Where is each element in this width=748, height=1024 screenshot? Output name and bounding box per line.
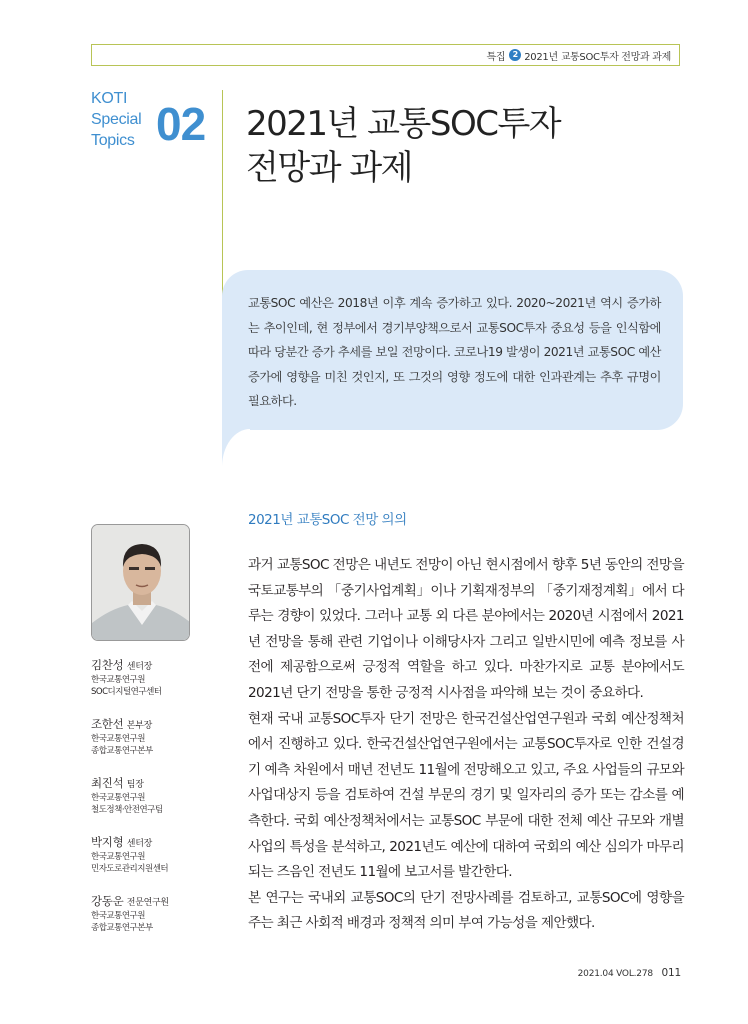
header-topic: 2021년 교통SOC투자 전망과 과제	[524, 51, 671, 63]
author-org: 한국교통연구원	[91, 911, 145, 921]
author-name: 강동운	[91, 894, 124, 908]
section-heading: 2021년 교통SOC 전망 의의	[248, 512, 407, 528]
body-text	[248, 553, 684, 937]
author-role: 센터장	[126, 662, 152, 672]
author-role: 센터장	[126, 839, 152, 849]
author-role: 팀장	[126, 780, 144, 790]
author-name: 김찬성	[91, 658, 124, 672]
issue-info: 2021.04 VOL.278	[577, 969, 653, 979]
author-dept: SOC디지털연구센터	[91, 686, 162, 697]
title-line1: 2021년 교통SOC투자	[246, 104, 561, 144]
series-number: 02	[156, 98, 206, 150]
article-title	[246, 102, 686, 190]
series-label-line3: Topics	[91, 132, 135, 149]
author-entry	[91, 658, 216, 698]
author-portrait	[92, 525, 190, 641]
summary-box: 교통SOC 예산은 2018년 이후 계속 증가하고 있다. 2020~2021년 역시 증가하는 추이인데, 현 정부에서 경기부양책으로서 교통SOC투자 중요성 등을 인식함에 따라 당분간 증가 추세를 보일 전망이다. 코로나19 발생이 2021년 교통SOC 예산 증가에 영향을 미친 것인지, 또 그것의 영향 정도에 대한 인과관계는 추후 규명이 필요하다.	[222, 270, 683, 430]
author-name: 최진석	[91, 776, 124, 790]
page-footer	[578, 967, 681, 979]
author-entry	[91, 776, 216, 816]
author-list	[91, 658, 216, 953]
paragraph: 과거 교통SOC 전망은 내년도 전망이 아닌 현시점에서 향후 5년 동안의 전망을 국토교통부의 「중기사업계획」이나 기획재정부의 「중기재정계획」에서 다루는 경향이 있었다. 그러나 교통 외 다른 분야에서는 2020년 시점에서 2021년 전망을 통해 관련 기업이나 이해당사자 그리고 일반시민에 예측 정보를 사전에 제공함으로써 긍정적 역할을 하고 있다. 마찬가지로 교통 분야에서도 2021년 단기 전망을 통한 긍정적 시사점을 파악해 보는 것이 중요하다.	[248, 557, 684, 701]
author-entry	[91, 717, 216, 757]
author-role: 전문연구원	[126, 898, 169, 908]
author-role: 본부장	[126, 721, 152, 731]
author-dept: 종합교통연구본부	[91, 922, 153, 933]
summary-box-tail	[222, 429, 250, 467]
author-photo	[91, 524, 190, 641]
page-number: 011	[661, 967, 681, 979]
series-label	[91, 88, 161, 151]
author-dept: 종합교통연구본부	[91, 745, 153, 756]
author-name: 조한선	[91, 717, 124, 731]
author-dept: 철도정책·안전연구팀	[91, 804, 163, 815]
author-name: 박지형	[91, 835, 124, 849]
author-org: 한국교통연구원	[91, 852, 145, 862]
author-org: 한국교통연구원	[91, 734, 145, 744]
running-header	[91, 44, 680, 66]
series-label-line2: Special	[91, 111, 142, 128]
author-entry	[91, 894, 216, 934]
header-section: 특집	[486, 51, 506, 63]
title-line2: 전망과 과제	[246, 148, 413, 188]
header-number-badge: 2	[509, 49, 521, 61]
author-dept: 민자도로관리지원센터	[91, 863, 169, 874]
author-entry	[91, 835, 216, 875]
series-label-line1: KOTI	[91, 90, 128, 107]
author-org: 한국교통연구원	[91, 675, 145, 685]
author-org: 한국교통연구원	[91, 793, 145, 803]
paragraph: 현재 국내 교통SOC투자 단기 전망은 한국건설산업연구원과 국회 예산정책처에서 진행하고 있다. 한국건설산업연구원에서는 교통SOC투자로 인한 건설경기 예측 차원에서 매년 전년도 11월에 전망해오고 있고, 주요 사업들의 규모와 사업대상지 등을 검토하여 건설 부문의 경기 및 일자리의 증가 또는 감소를 예측한다. 국회 예산정책처에서는 교통SOC 부문에 대한 전체 예산 규모와 개별사업의 특성을 분석하고, 2021년도 예산에 대하여 국회의 예산 심의가 마무리되는 즈음인 전년도 11월에 보고서를 발간한다.	[248, 710, 684, 881]
paragraph: 본 연구는 국내외 교통SOC의 단기 전망사례를 검토하고, 교통SOC에 영향을 주는 최근 사회적 배경과 정책적 의미 부여 가능성을 제안했다.	[248, 889, 684, 932]
